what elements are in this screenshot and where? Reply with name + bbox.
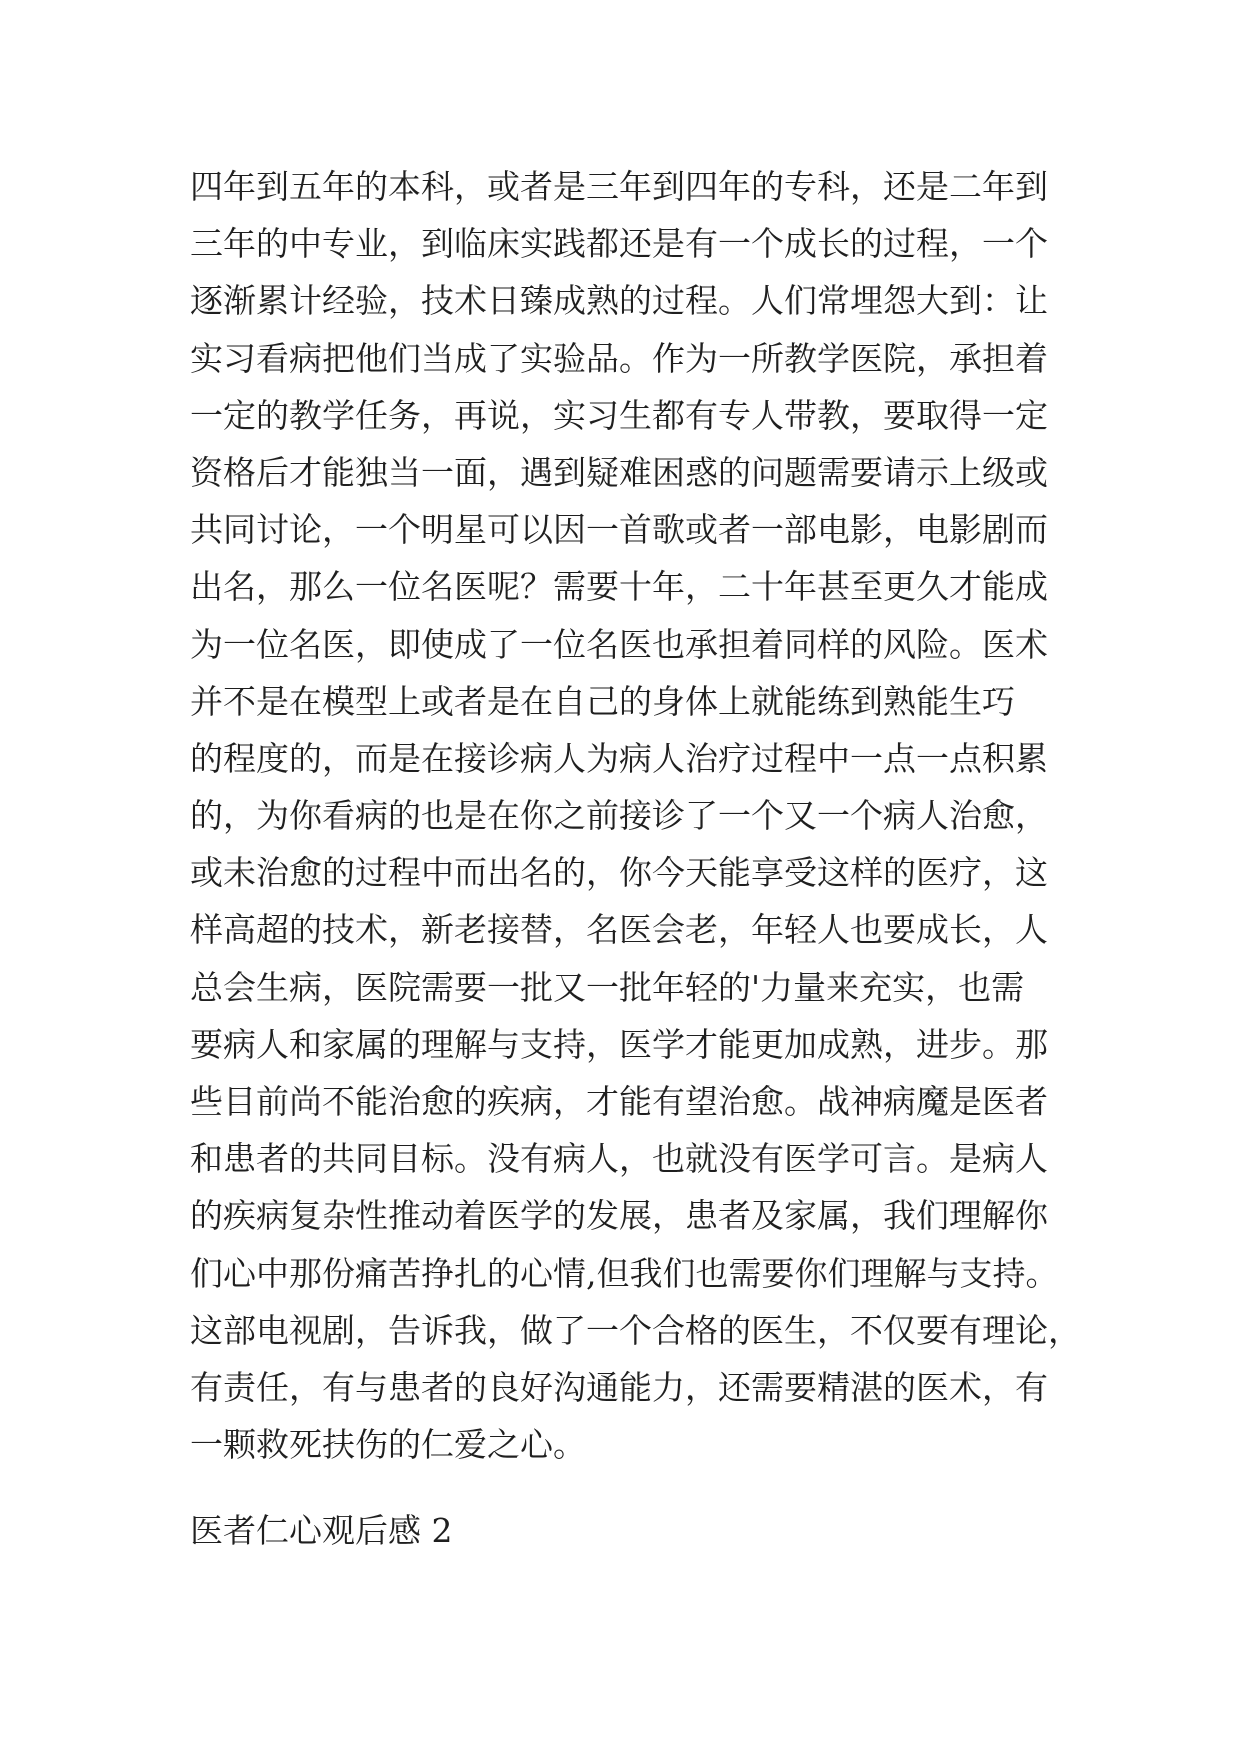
paragraph-line: 一定的教学任务，再说，实习生都有专人带教，要取得一定 <box>190 395 1048 435</box>
paragraph-line: 的疾病复杂性推动着医学的发展，患者及家属，我们理解你 <box>190 1196 1048 1236</box>
paragraph-line: 四年到五年的本科，或者是三年到四年的专科，还是二年到 <box>190 167 1048 206</box>
body-paragraph <box>190 158 1081 1473</box>
paragraph-line: 共同讨论，一个明星可以因一首歌或者一部电影，电影剧而 <box>190 510 1048 550</box>
paragraph-line: 一颗救死扶伤的仁爱之心。 <box>190 1425 586 1465</box>
paragraph-line: 有责任，有与患者的良好沟通能力，还需要精湛的医术，有 <box>190 1367 1048 1407</box>
paragraph-line: 或未治愈的过程中而出名的，你今天能享受这样的医疗，这 <box>190 853 1048 893</box>
paragraph-line: 和患者的共同目标。没有病人，也就没有医学可言。是病人 <box>190 1139 1048 1179</box>
paragraph-line: 三年的中专业，到临床实践都还是有一个成长的过程，一个 <box>190 224 1048 264</box>
paragraph-line: 样高超的技术，新老接替，名医会老，年轻人也要成长，人 <box>190 910 1048 950</box>
section-heading: 医者仁心观后感 2 <box>190 1511 453 1550</box>
paragraph-line: 并不是在模型上或者是在自己的身体上就能练到熟能生巧 <box>190 681 1015 721</box>
paragraph-line: 要病人和家属的理解与支持，医学才能更加成熟，进步。那 <box>190 1024 1048 1064</box>
paragraph-line: 些目前尚不能治愈的疾病，才能有望治愈。战神病魔是医者 <box>190 1082 1048 1121</box>
paragraph-line: 总会生病，医院需要一批又一批年轻的'力量来充实，也需 <box>190 967 1025 1007</box>
paragraph-line: 实习看病把他们当成了实验品。作为一所教学医院，承担着 <box>190 338 1048 378</box>
paragraph-line: 资格后才能独当一面，遇到疑难困惑的问题需要请示上级或 <box>190 452 1048 492</box>
paragraph-line: 们心中那份痛苦挣扎的心情,但我们也需要你们理解与支持。 <box>190 1253 1059 1293</box>
paragraph-line: 的，为你看病的也是在你之前接诊了一个又一个病人治愈， <box>190 796 1048 836</box>
paragraph-line: 的程度的，而是在接诊病人为病人治疗过程中一点一点积累 <box>190 738 1048 778</box>
paragraph-line: 逐渐累计经验，技术日臻成熟的过程。人们常埋怨大到：让 <box>190 281 1048 321</box>
paragraph-line: 出名，那么一位名医呢？需要十年，二十年甚至更久才能成 <box>190 567 1048 607</box>
paragraph-line: 这部电视剧，告诉我，做了一个合格的医生，不仅要有理论， <box>190 1310 1081 1350</box>
paragraph-line: 为一位名医，即使成了一位名医也承担着同样的风险。医术 <box>190 624 1048 664</box>
